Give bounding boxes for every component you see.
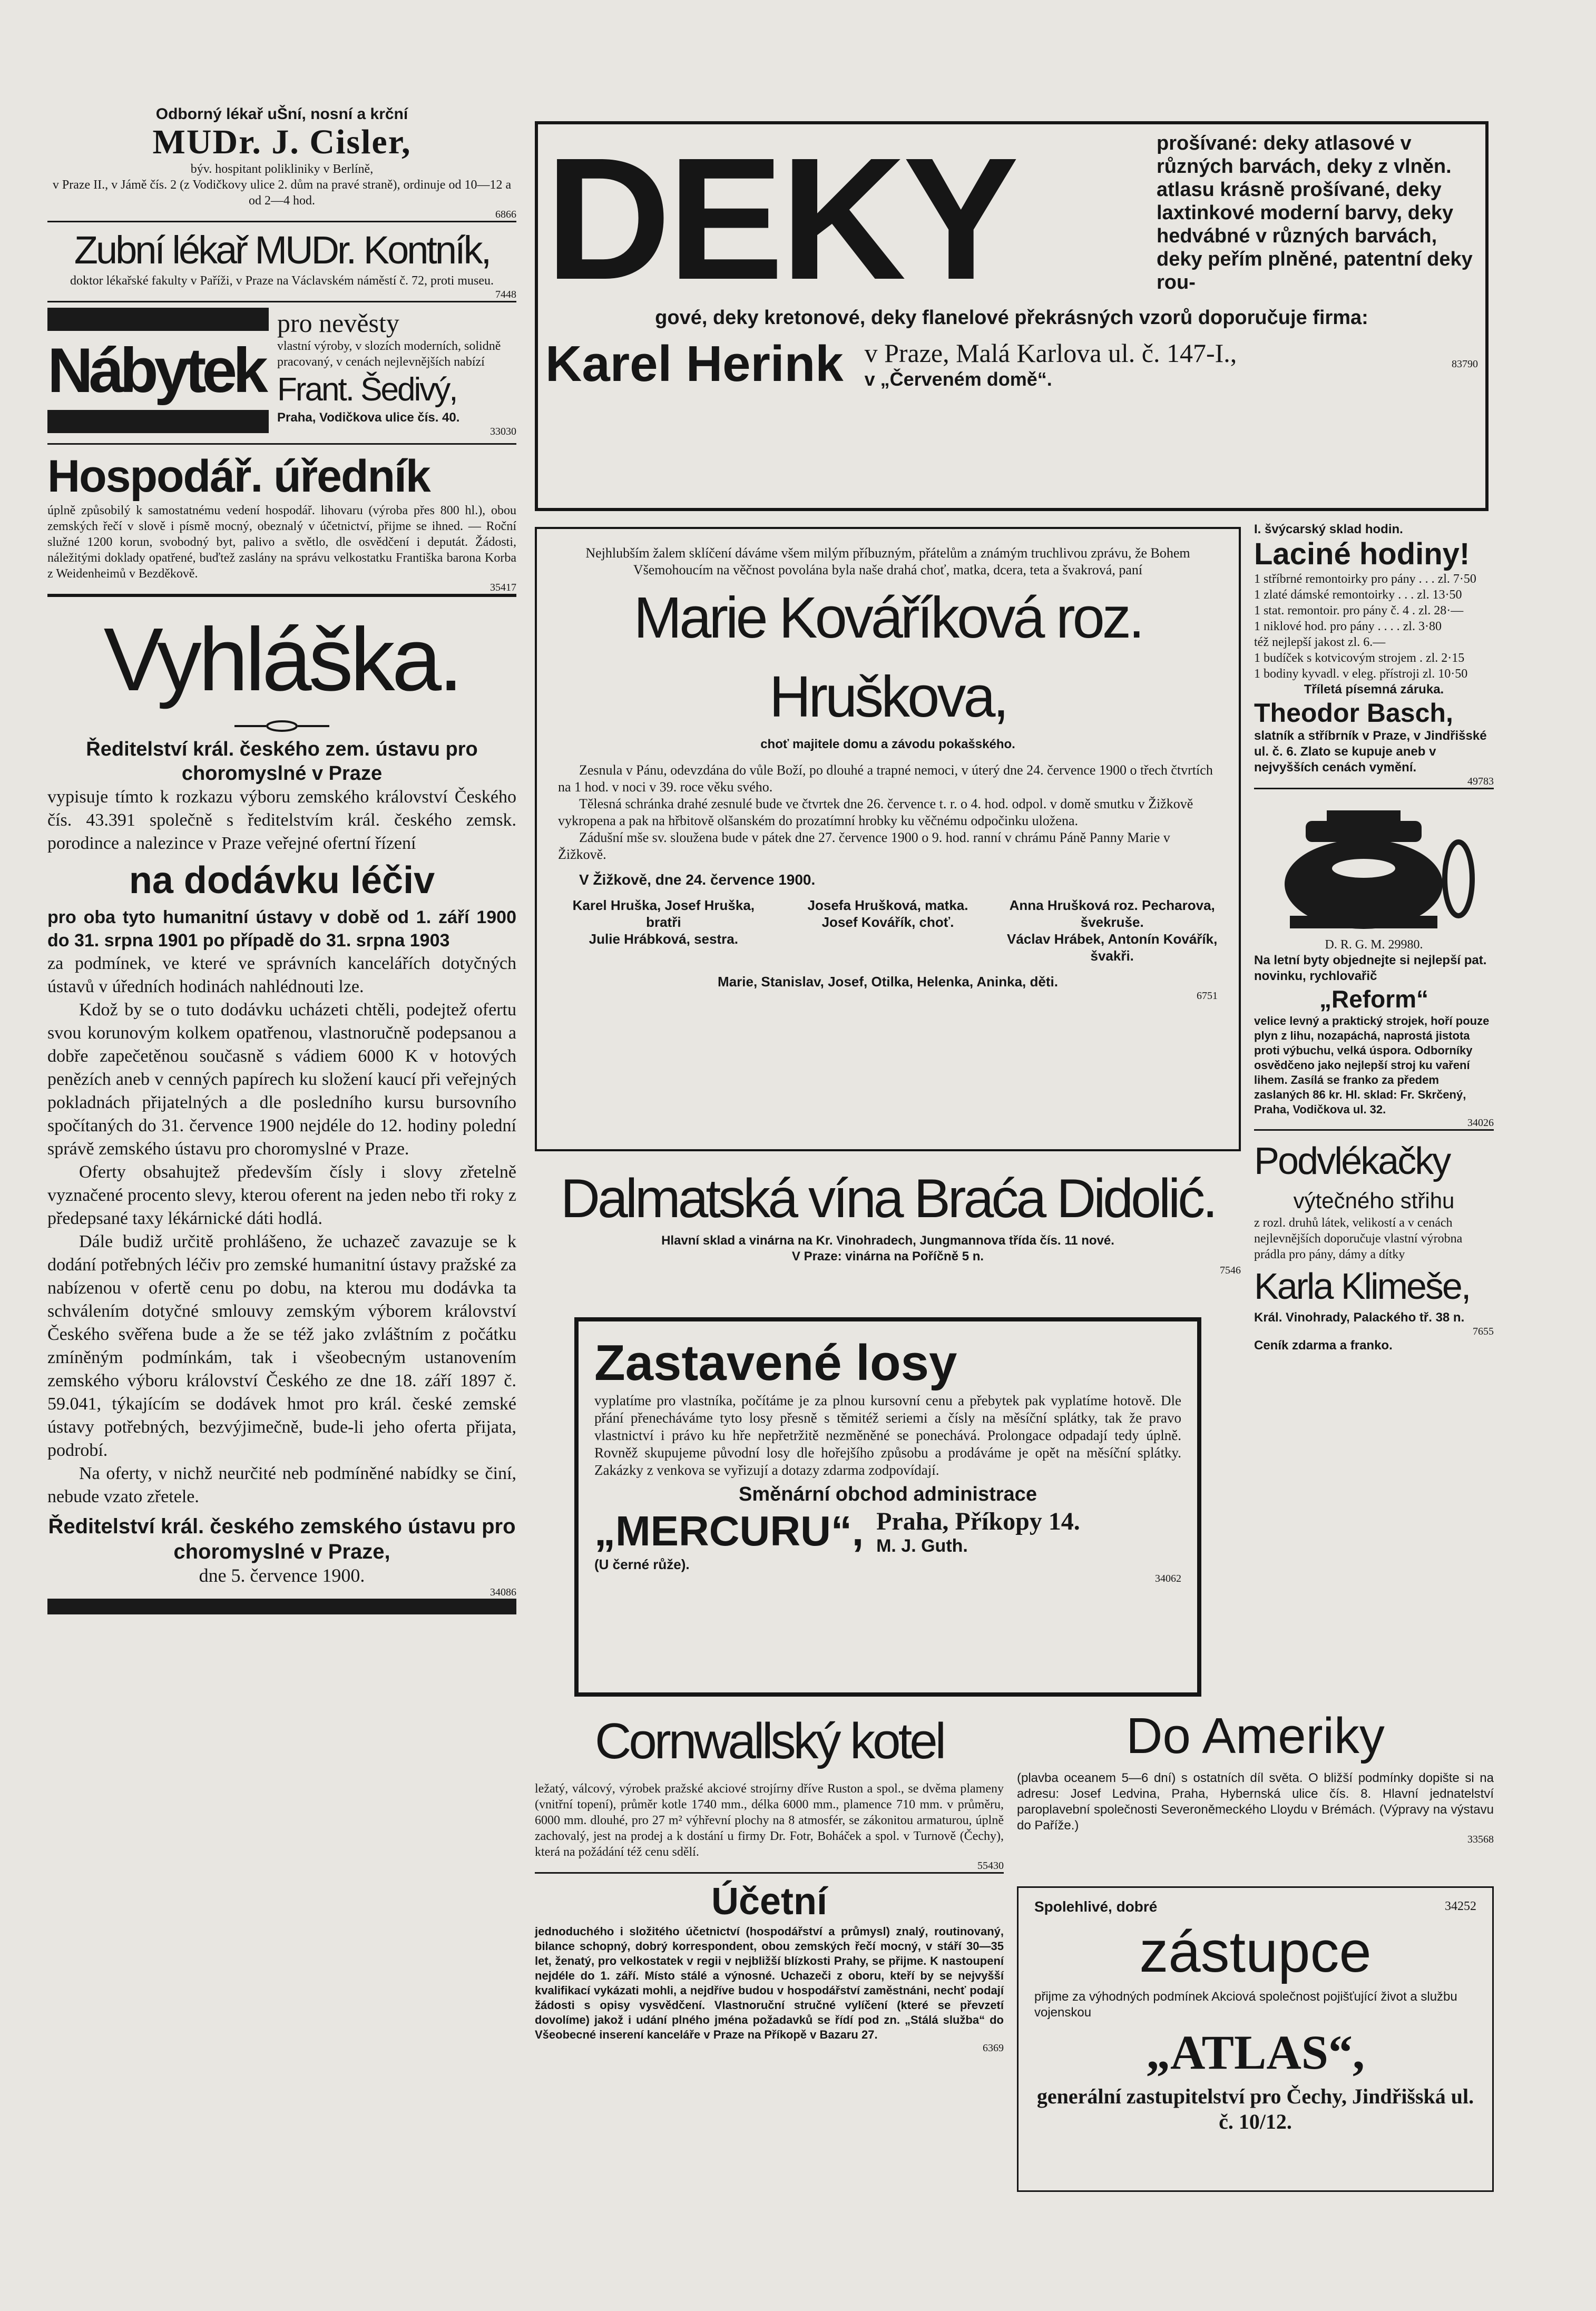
divider [535, 1872, 1004, 1874]
ad-reform [1254, 795, 1494, 1129]
ad-reform-mark: D. R. G. M. 29980. [1325, 938, 1423, 952]
mourners-col3: Anna Hrušková roz. Pecharova, švekruše. Václav Hrábek, Antonín Kovářík, švakři. [1007, 897, 1218, 964]
ad-dalmatska-line2: V Praze: vinárna na Poříčně 5 n. [791, 1249, 984, 1264]
vyhlaska-p5: Dále budiž určitě prohlášeno, že uchazeč zavazuje se k dodání potřebných léčiv pro zemské humanitní ústavy pražské za nabízenou v ofertě cenu po dobu, na kterou mu dodávka ta schválením dotyčné smlouvy zemským výborem království Českého svěřena bude a že se též jako zvláštním z počátku zmíněným podmínkám, tak i všeobecným ustanovením zemského výboru království Českého ze dne 18. září 1897 č. 59.041, týkajícím se dodávek hmot pro král. české zemské ústavy potřebných, bezvýjimečně, bude-li jeho oferta přijata, podrobí. [47, 1232, 516, 1460]
ad-ucetni-ref: 6369 [983, 2042, 1004, 2054]
death-notice-p2: Tělesná schránka drahé zesnulé bude ve čtvrtek dne 26. července t. r. o 4. hod. odpol. v domě smutku v Žižkově vykropena a pak na hřbitově olšanském do prozatímní hrobky ku věčnému odpočinku uložena. [558, 796, 1193, 828]
ad-cisler-line2: v Praze II., v Jámě čís. 2 (z Vodičkovy ulice 2. dům na pravé straně), ordinuje od 10—12 a od 2—4 hod. [52, 178, 512, 208]
ad-kontnik [47, 228, 516, 300]
divider [47, 443, 516, 445]
ad-losy-text: vyplatíme pro vlastníka, počítáme je za plnou kursovní cenu a přebytek pak vyplatíme hotově. Dle přání přenecháváme tyto losy přesně s těmitéž seriemi a čísly na měsíční splátky, tak že pravo vlastnictví i právo ku hře nepřetržitě nezměněné se ponechává. Prolongace odpadají tedy úplně. Rovněž skupujeme původní losy dle hořejšího způsobu a prodáváme je opět na měsíční splátky. Zakázky z venkova se vyřizují a dotazy zdarma zodpovídají. [594, 1393, 1181, 1478]
ad-cisler-name: MUDr. J. Cisler, [152, 123, 412, 161]
ad-cornwall-ref: 55430 [977, 1860, 1004, 1872]
ad-hospodar-text: úplně způsobilý k samostatnému vedení hospodář. lihovaru (výroba přes 800 hl.), obou zemských řečí v slově i písmě mocný, obeznalý v účetnictví, přijme se ihned. — Roční služné 1200 korun, svobodný byt, palivo a světlo, dle osvědčení i deputát. Žádosti, náležitými doklady opatřené, buďtež zaslány na správu velkostatku Františka barona Korba z Weidenheimů v Bezděkově. [47, 504, 516, 581]
death-notice-name: Marie Kováříková roz. Hruškova, [633, 585, 1142, 729]
ad-dalmatska-ref: 7546 [1220, 1265, 1241, 1276]
left-column [47, 105, 516, 1614]
ad-losy-owner: M. J. Guth. [876, 1536, 968, 1556]
vyhlaska [47, 604, 516, 1614]
mourners-col1: Karel Hruška, Josef Hruška, bratři Julie Hrábková, sestra. [572, 897, 755, 947]
death-notice-children: Marie, Stanislav, Josef, Otilka, Helenka, Aninka, děti. [718, 974, 1058, 990]
ad-cornwall-title: Cornwallský kotel [595, 1713, 944, 1769]
ad-deky-word: DEKY [545, 121, 1016, 316]
vyhlaska-date: dne 5. července 1900. [199, 1565, 365, 1586]
right-column [1254, 522, 1494, 1354]
ad-podvlekacky-subtitle: výtečného střihu [1293, 1188, 1455, 1213]
ad-hodiny [1254, 522, 1494, 787]
ad-dalmatska [535, 1164, 1241, 1277]
divider [1254, 788, 1494, 789]
ad-podvlekacky-footer: Ceník zdarma a franko. [1254, 1338, 1393, 1353]
ad-ucetni-text: jednoduchého i složitého účetnictví (hospodářství a průmysl) znalý, routinovaný, bilance schopný, dobrý korrespondent, obou zemských řečí mocný, v stáří 30—35 let, ženatý, pro velkostatek v regii v nejbližší blízkosti Prahy, se přijme. K nastoupení nejdéle do 1. září. Místo stálé a výnosné. Uchazeči z oboru, kteří by se nejvyšší kvalifikací vykázati mohli, a nejdříve budou v hospodářství zaměstnáni, nechť podají žádosti s opisy vysvědčení. Vlastnoruční stručné vylíčení (které se převzetí dovolíme) jakož i udání plného jména požadavků se řídí pod zn. „Stálá služba“ do Všeobecné inserení kanceláře v Praze na Příkopě v Bazaru 27. [535, 1925, 1004, 2041]
ad-reform-text2: velice levný a praktický strojek, hoří pouze plyn z lihu, nozapáchá, naprostá jistota proti výbuchu, velká úspora. Odborníky osvědčeno jako nejlepší stroj ku vaření lihem. Zasílá se franko za předem zaslaných 86 kr. Hl. sklad: Fr. Skrčený, Praha, Vodičkova ul. 32. [1254, 1014, 1490, 1116]
ad-zastupce-title: zástupce [1139, 1920, 1372, 1984]
vyhlaska-heading: na dodávku léčiv [129, 859, 435, 902]
ad-reform-ref: 34026 [1467, 1117, 1494, 1129]
ad-hodiny-warranty: Tříletá písemná záruka. [1304, 682, 1444, 697]
cooker-illustration-icon [1269, 795, 1480, 937]
ad-reform-name: „Reform“ [1319, 985, 1429, 1013]
ad-nabytek-word: Nábytek [47, 335, 264, 406]
ad-zastupce [1017, 1886, 1494, 2192]
ad-hospodar-title: Hospodář. úředník [47, 451, 430, 502]
vyhlaska-p2: za podmínek, ve které ve správních kancelářích dotyčných ústavů v úředních hodinách nahlédnouti lze. [47, 954, 516, 996]
ad-deky-address: v Praze, Malá Karlova ul. č. 147-I., [864, 338, 1237, 368]
divider [47, 594, 516, 597]
ad-amerika-text: (plavba oceanem 5—6 dní) s ostatních díl světa. O bližší podmínky dopište si na adresu: Josef Ledvina, Praha, Hybernská ulice čís. 8. Hlavní jednatelství paroplavební společnosti Severoněmeckého Lloydu v Brémách. (Výpravy na výstavu do Paříže.) [1017, 1771, 1494, 1833]
black-bar [47, 1599, 516, 1614]
ad-cornwall-text: ležatý, válcový, výrobek pražské akciové strojírny dříve Ruston a spol., se dvěma plameny (vnitřní topení), průměr kotle 1740 mm., délka 6000 mm., plamence 710 mm. v průměru, 6000 mm. dlouhé, pro 27 m² výhřevní plochy na 8 atmosfér, se zákonitou armaturou, úplně zachovalý, jest na prodej a k dostání u firmy Dr. Fotr, Boháček a spol. v Turnově (Čechy), která na požádání též cenu sdělí. [535, 1782, 1004, 1859]
price-list-item: 1 stříbrné remontoirky pro pány . . . zl. 7·50 [1254, 572, 1476, 586]
ad-hospodar-ref: 35417 [490, 582, 516, 593]
ad-nabytek [47, 308, 516, 438]
ad-deky-text-cont: gové, deky kretonové, deky flanelové překrásných vzorů doporučuje firma: [655, 307, 1368, 329]
ad-zastupce-text: přijme za výhodných podmínek Akciová společnost pojišťující život a službu vojenskou [1034, 1990, 1457, 2020]
ad-deky-house: v „Červeném domě“. [864, 368, 1052, 390]
price-list-item: 1 stat. remontoir. pro pány č. 4 . zl. 28·— [1254, 604, 1464, 618]
vyhlaska-p4: Oferty obsahujtež především čísly i slovy zřetelně vyznačené procento slevy, kterou oferent na jeden nebo tři roky z předepsané taxy lékárnické dáti hodlá. [47, 1162, 516, 1228]
vyhlaska-p3: Kdož by se o tuto dodávku ucházeti chtěli, podejtež ofertu svou korunovým kolkem opatřenou, vlastnoručně podepsanou a dobře zapečetěnou současně s vádiem 6000 K v hotových penězích aneb v cenných papírech ku složení kaucí při veřejných pokladnách přijatelných a dle posledního kursu bursovního spočítaných do 31. července 1900 nejdéle do 12. hodiny polední správě zemského ústavu pro choromyslné v Praze. [47, 1000, 516, 1159]
ad-losy-ref: 34062 [1155, 1573, 1181, 1584]
price-list-item: též nejlepší jakost zl. 6.— [1254, 635, 1386, 649]
divider [1254, 1129, 1494, 1131]
ad-losy-address: Praha, Příkopy 14. [876, 1507, 1080, 1535]
ad-nabytek-address: Praha, Vodičkova ulice čís. 40. [277, 410, 460, 425]
ad-losy-sign: (U černé růže). [594, 1556, 690, 1572]
ad-losy-office: Směnární obchod administrace [739, 1483, 1037, 1505]
price-list-item: 1 zlaté dámské remontoirky . . . zl. 13·50 [1254, 588, 1462, 602]
ad-podvlekacky-firm: Karla Klimeše, [1254, 1266, 1470, 1307]
mourners-col2: Josefa Hrušková, matka. Josef Kovářík, choť. [807, 897, 968, 930]
ad-ucetni [535, 1879, 1004, 2054]
ad-zastupce-firm: „ATLAS“, [1146, 2025, 1365, 2079]
ad-ucetni-title: Účetní [711, 1881, 828, 1923]
vyhlaska-p1: vypisuje tímto k rozkazu výboru zemského království Českého čís. 43.391 společně s ředitelstvím král. českého zemsk. porodince a nalezince v Praze veřejné ofertní řízení [47, 787, 516, 853]
black-bar [47, 308, 269, 331]
ad-deky-firm: Karel Herink [545, 336, 844, 392]
death-notice-place-date: V Žižkově, dne 24. července 1900. [579, 871, 816, 888]
ad-losy [574, 1317, 1201, 1697]
ad-hospodar [47, 450, 516, 593]
ad-kontnik-name: Zubní lékař MUDr. Kontník, [74, 228, 490, 272]
ad-kontnik-line: doktor lékařské fakulty v Paříži, v Praze na Václavském náměstí č. 72, proti museu. [70, 274, 494, 288]
death-notice-p1: Zesnula v Pánu, odevzdána do vůle Boží, po dlouhé a trapné nemoci, v úterý dne 24. července 1900 o třech čtvrtích na 1 hod. v noci v 39. roce věku svého. [558, 762, 1213, 795]
ad-zastupce-ref: 34252 [1445, 1899, 1476, 1913]
ad-zastupce-kicker: Spolehlivé, dobré [1034, 1898, 1158, 1915]
death-notice-p3: Zádušní mše sv. sloužena bude v pátek dne 27. července 1900 o 9. hod. ranní v chrámu Páně Panny Marie v Žižkově. [558, 830, 1170, 862]
price-list-item: 1 bodiny kyvadl. v eleg. přístroji zl. 10·50 [1254, 667, 1468, 681]
death-notice-role: choť majitele domu a závodu pokašského. [760, 737, 1015, 751]
ornament-icon [234, 720, 329, 732]
ad-dalmatska-title: Dalmatská vína Braća Didolić. [560, 1168, 1216, 1229]
ad-podvlekacky-ref: 7655 [1473, 1326, 1494, 1337]
ad-kontnik-ref: 7448 [495, 289, 516, 300]
ad-cisler-ref: 6866 [495, 209, 516, 220]
ad-cisler [47, 105, 516, 220]
ad-nabytek-firm: Frant. Šedivý, [277, 371, 457, 408]
ad-cornwall [535, 1702, 1004, 2054]
ad-cisler-line1: býv. hospitant polikliniky v Berlíně, [190, 162, 374, 176]
ad-podvlekacky-address: Král. Vinohrady, Palackého tř. 38 n. [1254, 1310, 1465, 1325]
ad-amerika [1017, 1702, 1494, 1846]
ad-reform-text1: Na letní byty objednejte si nejlepší pat. novinku, rychlovařič [1254, 953, 1487, 983]
divider [47, 301, 516, 302]
ad-amerika-title: Do Ameriky [1126, 1708, 1385, 1764]
ad-nabytek-text: vlastní výroby, v slozích moderních, solidně pracovaný, v cenách nejlevnějších nabízí [277, 339, 501, 369]
death-notice-ref: 6751 [1197, 990, 1218, 1002]
ad-hodiny-ref: 49783 [1467, 776, 1494, 787]
ad-zastupce-office: generální zastupitelství pro Čechy, Jindřišská ul. č. 10/12. [1036, 2084, 1474, 2133]
ad-hodiny-title: Laciné hodiny! [1254, 537, 1470, 571]
ad-hodiny-text: slatník a stříbrník v Praze, v Jindřišské ul. č. 6. Zlato se kupuje aneb v nejvyšších cenách vymění. [1254, 729, 1487, 775]
ad-nabytek-ref: 33030 [490, 426, 516, 437]
ad-deky-ref: 83790 [1452, 358, 1478, 370]
death-notice [535, 527, 1241, 1151]
ad-dalmatska-line1: Hlavní sklad a vinárna na Kr. Vinohradech, Jungmannova třída čís. 11 nové. [661, 1233, 1114, 1248]
vyhlaska-ref: 34086 [490, 1587, 516, 1598]
ad-nabytek-subtitle: pro nevěsty [277, 308, 399, 338]
ad-cisler-kicker: Odborný lékař uŠní, nosní a krční [155, 105, 408, 123]
vyhlaska-p6: Na oferty, v nichž neurčité neb podmíněné nabídky se činí, nebude vzato zřetele. [47, 1464, 516, 1506]
vyhlaska-issuer: Ředitelství král. českého zem. ústavu pro choromyslné v Praze [86, 738, 478, 785]
ad-podvlekacky-title: Podvlékačky [1254, 1140, 1450, 1182]
divider [47, 221, 516, 222]
vyhlaska-bold: pro oba tyto humanitní ústavy v době od 1. září 1900 do 31. srpna 1901 po případě do 31. srpna 1903 [47, 907, 516, 951]
vyhlaska-signature: Ředitelství král. českého zemského ústavu pro choromyslné v Praze, [48, 1515, 516, 1563]
ad-deky [535, 121, 1489, 511]
ad-hodiny-list [1254, 571, 1494, 682]
ad-hodiny-kicker: I. švýcarský sklad hodin. [1254, 522, 1403, 536]
vyhlaska-title: Vyhláška. [103, 610, 461, 710]
ad-amerika-ref: 33568 [1467, 1834, 1494, 1845]
ad-losy-title: Zastavené losy [594, 1335, 957, 1391]
ad-podvlekacky-text: z rozl. druhů látek, velikostí a v cenách nejlevnějších doporučuje vlastní výrobna prádla pro pány, dámy a dítky [1254, 1216, 1463, 1261]
ad-deky-text-right: prošívané: deky atlasové v různých barvách, deky z vlněn. atlasu krásně prošívané, deky laxtinkové moderní barvy, deky hedvábné v různých barvách, deky peřím plněné, patentní deky rou- [1157, 132, 1473, 293]
ad-losy-firm: „MERCURU“, [594, 1507, 864, 1554]
death-notice-intro: Nejhlubším žalem sklíčení dáváme všem milým příbuzným, přátelům a známým truchlivou zprávu, že Bohem Všemohoucím na věčnost povolána byla naše drahá choť, matka, dcera, teta a švakrová, paní [585, 545, 1190, 577]
ad-hodiny-firm: Theodor Basch, [1254, 698, 1453, 728]
price-list-item: 1 niklové hod. pro pány . . . . zl. 3·80 [1254, 620, 1442, 633]
price-list-item: 1 budíček s kotvicovým strojem . zl. 2·15 [1254, 651, 1465, 665]
black-bar [47, 410, 269, 433]
ad-podvlekacky [1254, 1136, 1494, 1354]
